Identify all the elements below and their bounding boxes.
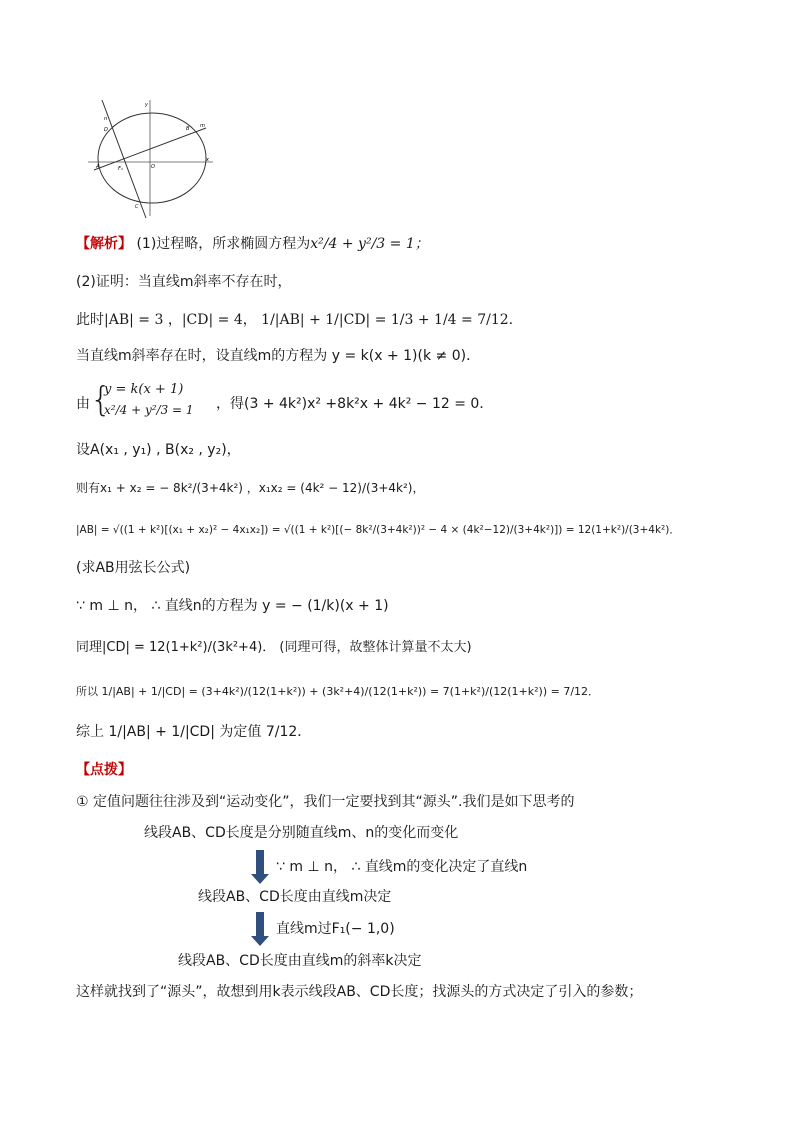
ellipse-figure (88, 98, 223, 220)
tips-tag: 【点拨】 (76, 762, 132, 778)
line5-prefix: 由 (76, 396, 90, 412)
flow-arrowhead-2 (251, 936, 269, 946)
solution-line-9: (求AB用弦长公式) (76, 560, 191, 576)
solution-line-4: 当直线m斜率存在时，设直线m的方程为 y = k(x + 1)(k ≠ 0)． (76, 348, 481, 364)
solution-line-11: 同理|CD| = 12(1+k²)/(3k²+4)． (同理可得，故整体计算量不太大) (76, 640, 472, 655)
label-O: O (151, 164, 155, 170)
flow-arrow-1 (256, 850, 264, 874)
label-y: y (145, 102, 148, 108)
label-x: x (206, 157, 209, 163)
flow-note-1: ∵ m ⊥ n， ∴ 直线m的变化决定了直线n (276, 859, 528, 875)
flow-note-2: 直线m过F₁(− 1,0) (276, 921, 395, 937)
label-B: B (186, 126, 190, 132)
flow-arrow-2 (256, 912, 264, 936)
flow-step-2: 线段AB、CD长度由直线m决定 (198, 889, 392, 905)
solution-line-6: 设A(x₁ , y₁) , B(x₂ , y₂)， (76, 442, 241, 458)
solution-line-12: 所以 1/|AB| + 1/|CD| = (3+4k²)/(12(1+k²)) + (3k²+4)/(12(1+k²)) = 7(1+k²)/(12(1+k²)) = 7/12． (76, 685, 600, 698)
ellipse (98, 113, 206, 203)
label-C: C (135, 204, 139, 210)
solution-line-3: 此时|AB| = 3 ，|CD| = 4， 1/|AB| + 1/|CD| = 1/3 + 1/4 = 7/12. (76, 312, 514, 328)
label-F: F₁ (118, 166, 123, 172)
flow-step-3: 线段AB、CD长度由直线m的斜率k决定 (178, 953, 422, 969)
tips-conclusion: 这样就找到了“源头”，故想到用k表示线段AB、CD长度；找源头的方式决定了引入的参数； (76, 984, 643, 1000)
line5-result: ，得(3 + 4k²)x² +8k²x + 4k² − 12 = 0． (216, 396, 494, 412)
system-eq-2: x²/4 + y²/3 = 1 (104, 403, 194, 417)
flow-step-1: 线段AB、CD长度是分别随直线m、n的变化而变化 (144, 825, 459, 841)
solution-line-1 (76, 234, 429, 254)
system-brace: { (90, 380, 112, 420)
solution-line-7: 则有x₁ + x₂ = − 8k²/(3+4k²) ，x₁x₂ = (4k² − 12)/(3+4k²)， (76, 481, 425, 495)
label-A: A (96, 164, 100, 170)
solution-line-10: ∵ m ⊥ n， ∴ 直线n的方程为 y = − (1/k)(x + 1) (76, 598, 389, 614)
tips-item-1: ① 定值问题往往涉及到“运动变化”，我们一定要找到其“源头”.我们是如下思考的 (76, 794, 575, 810)
flow-arrowhead-1 (251, 874, 269, 884)
solution-line-13: 综上 1/|AB| + 1/|CD| 为定值 7/12． (76, 724, 312, 740)
label-n: n (104, 116, 108, 122)
ellipse-equation: x²/4 + y²/3 = 1； (310, 236, 429, 252)
solution-tag: 【解析】 (76, 236, 132, 252)
system-eq-1: y = k(x + 1) (104, 382, 184, 397)
label-m: m (200, 123, 205, 129)
part1-text: (1)过程略，所求椭圆方程为 (132, 236, 311, 252)
solution-line-8: |AB| = √((1 + k²)[(x₁ + x₂)² − 4x₁x₂]) = √((1 + k²)[(− 8k²/(3+4k²))² − 4 × (4k²−12)/(3+4k²)]) = 12(1+k²)/(3+4k²)． (76, 524, 680, 536)
solution-line-2: (2)证明：当直线m斜率不存在时， (76, 274, 292, 290)
label-D: D (104, 127, 108, 133)
